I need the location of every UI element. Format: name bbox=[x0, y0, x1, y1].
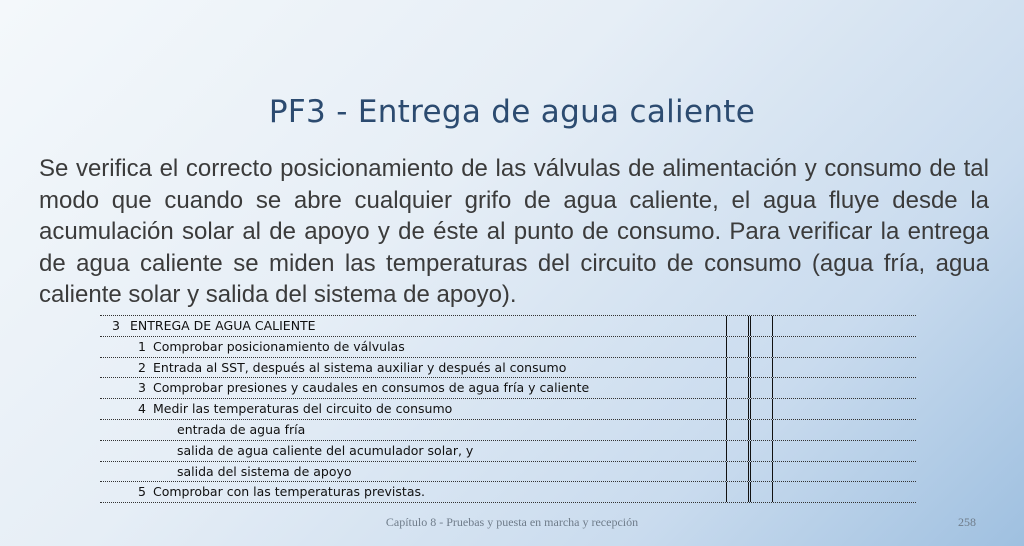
row-text: Comprobar presiones y caudales en consumos de agua fría y caliente bbox=[153, 380, 590, 396]
checklist-subrow bbox=[100, 420, 916, 441]
row-text: salida de agua caliente del acumulador solar, y bbox=[177, 442, 474, 458]
checklist-subrow bbox=[100, 441, 916, 462]
row-number: 4 bbox=[138, 401, 146, 417]
check-box[interactable] bbox=[750, 358, 773, 378]
check-box[interactable] bbox=[726, 441, 749, 461]
row-number: 5 bbox=[138, 484, 146, 500]
row-number: 1 bbox=[138, 338, 146, 354]
page-number: 258 bbox=[958, 515, 976, 529]
checklist-row bbox=[100, 399, 916, 420]
check-box[interactable] bbox=[726, 399, 749, 419]
footer-caption: Capítulo 8 - Pruebas y puesta en marcha y recepción bbox=[385, 515, 639, 529]
row-text: Comprobar posicionamiento de válvulas bbox=[153, 338, 405, 354]
row-text: Comprobar con las temperaturas previstas. bbox=[153, 484, 425, 500]
checklist-row bbox=[100, 358, 916, 379]
row-number: 3 bbox=[138, 380, 146, 396]
check-box[interactable] bbox=[726, 420, 749, 440]
check-box[interactable] bbox=[726, 482, 749, 502]
check-box[interactable] bbox=[750, 399, 773, 419]
row-number: 2 bbox=[138, 359, 146, 375]
row-text: ENTREGA DE AGUA CALIENTE bbox=[130, 318, 316, 333]
check-box[interactable] bbox=[726, 316, 749, 336]
checklist-table bbox=[100, 315, 916, 503]
check-box[interactable] bbox=[750, 441, 773, 461]
checklist-row bbox=[100, 482, 916, 503]
check-box[interactable] bbox=[750, 420, 773, 440]
row-number: 3 bbox=[112, 318, 120, 333]
checklist-row bbox=[100, 378, 916, 399]
check-box[interactable] bbox=[750, 378, 773, 398]
check-box[interactable] bbox=[750, 316, 773, 336]
checklist-section-header bbox=[100, 315, 916, 337]
slide-body-text: Se verifica el correcto posicionamiento de las válvulas de alimentación y consumo de tal modo que cuando se abre cualquier grifo de agua caliente, el agua fluye desde la acumulación solar al de apoyo y de éste al punto de consumo. Para verificar la entrega de agua caliente se miden las temperaturas del circuito de consumo (agua fría, agua caliente solar y salida del sistema de apoyo). bbox=[39, 155, 989, 308]
check-box[interactable] bbox=[726, 358, 749, 378]
check-box[interactable] bbox=[726, 337, 749, 357]
check-box[interactable] bbox=[726, 462, 749, 482]
check-box[interactable] bbox=[750, 462, 773, 482]
row-text: Entrada al SST, después al sistema auxiliar y después al consumo bbox=[153, 359, 567, 375]
check-box[interactable] bbox=[726, 378, 749, 398]
row-text: Medir las temperaturas del circuito de consumo bbox=[153, 401, 453, 417]
row-text: entrada de agua fría bbox=[177, 421, 306, 437]
slide-title: PF3 - Entrega de agua caliente bbox=[268, 94, 756, 130]
check-box[interactable] bbox=[750, 482, 773, 502]
checklist-row bbox=[100, 337, 916, 358]
row-text: salida del sistema de apoyo bbox=[177, 463, 352, 479]
check-box[interactable] bbox=[750, 337, 773, 357]
checklist-subrow bbox=[100, 462, 916, 483]
